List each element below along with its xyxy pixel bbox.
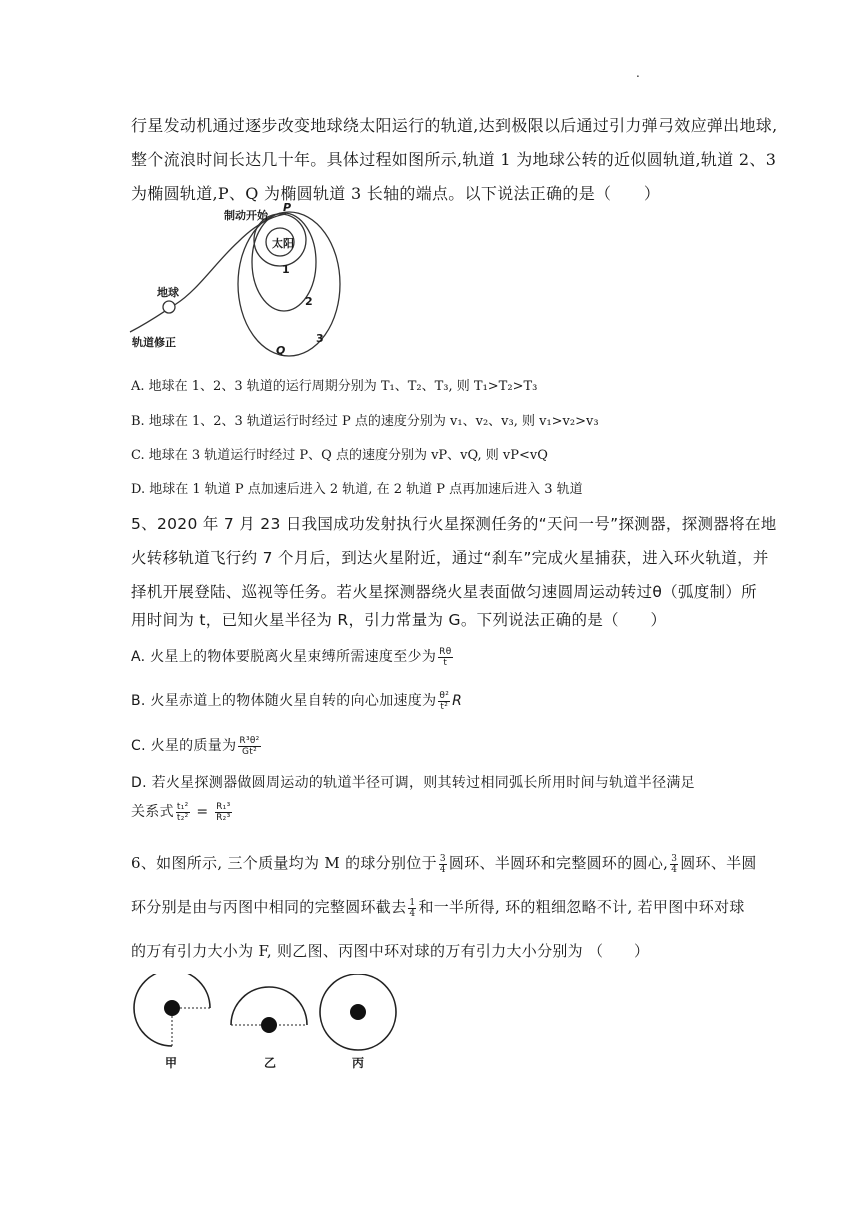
q5-option-d-line-1: D. 若火星探测器做圆周运动的轨道半径可调，则其转过相同弧长所用时间与轨道半径满足 (131, 775, 695, 791)
header-dot: . (636, 66, 640, 80)
earth (163, 301, 175, 313)
q5-line-3: 择机开展登陆、巡视等任务。若火星探测器绕火星表面做匀速圆周运动转过θ（弧度制）所 (131, 583, 757, 601)
q5-option-b-tail: R (452, 693, 463, 709)
q5-option-d-fraction-2 (215, 802, 231, 823)
q5-option-c (131, 735, 263, 757)
ring-figures (128, 974, 408, 1064)
label-orbit-fix: 轨道修正 (132, 336, 176, 349)
q5-option-b-text: B. 火星赤道上的物体随火星自转的向心加速度为 (131, 693, 437, 709)
q6-frac-14-num: 1 (409, 897, 416, 908)
q6-line-2b: 和一半所得, 环的粗细忽略不计, 若甲图中环对球 (418, 898, 745, 916)
q6-line-1 (131, 852, 757, 875)
label-yi: 乙 (264, 1056, 277, 1070)
q4-line-3: 为椭圆轨道,P、Q 为椭圆轨道 3 长轴的端点。以下说法正确的是（ ） (131, 184, 661, 203)
q6-line-2a: 环分别是由与丙图中相同的完整圆环截去 (131, 898, 407, 916)
q5-option-d-line-2 (131, 801, 234, 823)
label-orbit-3: 3 (316, 332, 324, 345)
q4-option-a: A. 地球在 1、2、3 轨道的运行周期分别为 T₁、T₂、T₃, 则 T₁>T₂>T₃ (131, 379, 538, 394)
q5-option-b-fraction (438, 691, 450, 712)
q5-option-d-text: 关系式 (131, 804, 174, 820)
q5-option-a (131, 646, 455, 668)
label-orbit-1: 1 (282, 263, 290, 276)
label-sun: 太阳 (272, 237, 294, 250)
ball-bing (350, 1004, 366, 1020)
q6-line-3: 的万有引力大小为 F, 则乙图、丙图中环对球的万有引力大小分别为 （ ） (131, 942, 650, 960)
q6-frac-one-quarter (408, 898, 416, 919)
q6-line-1c: 圆环、半圆 (680, 854, 757, 872)
label-earth: 地球 (157, 286, 179, 299)
q5-option-d-fraction-1 (176, 802, 190, 823)
q5-option-d-f1-num: t₁² (176, 801, 189, 812)
q6-frac-34-num-2: 3 (671, 853, 678, 864)
q6-line-1b: 圆环、半圆环和完整圆环的圆心, (448, 854, 669, 872)
q6-line-2 (131, 896, 745, 919)
label-brake-start: 制动开始 (224, 209, 268, 222)
q5-option-b-den: t² (440, 701, 449, 712)
q6-frac-three-quarters (439, 854, 447, 875)
q4-line-2: 整个流浪时间长达几十年。具体过程如图所示,轨道 1 为地球公转的近似圆轨道,轨道 2、3 (131, 150, 777, 169)
q5-option-a-text: A. 火星上的物体要脱离火星束缚所需速度至少为 (131, 649, 437, 665)
q5-option-d-eq: = (196, 804, 209, 820)
q5-option-a-den: t (443, 657, 448, 668)
q6-frac-34-den: 4 (439, 864, 446, 875)
q5-option-d-f2-den: R₂³ (216, 812, 231, 823)
ball-jia (164, 1000, 180, 1016)
label-jia: 甲 (165, 1056, 178, 1070)
q5-option-d-f2-num: R₁³ (216, 801, 231, 812)
q5-option-d-f1-den: t₂² (176, 812, 189, 823)
label-p: P (283, 201, 292, 214)
q5-option-b (131, 690, 462, 712)
q6-frac-three-quarters-2 (670, 854, 678, 875)
q6-frac-34-den-2: 4 (671, 864, 678, 875)
q5-option-c-num: R³θ² (239, 735, 260, 746)
q4-option-b: B. 地球在 1、2、3 轨道运行时经过 P 点的速度分别为 v₁、v₂、v₃, 则 v₁>v₂>v₃ (131, 414, 599, 429)
q6-frac-14-den: 4 (409, 908, 416, 919)
ball-yi (261, 1017, 277, 1033)
q6-line-1a: 6、如图所示, 三个质量均为 M 的球分别位于 (131, 854, 437, 872)
transfer-path (130, 214, 286, 332)
q5-line-4: 用时间为 t，已知火星半径为 R，引力常量为 G。下列说法正确的是（ ） (131, 611, 667, 629)
q4-line-1: 行星发动机通过逐步改变地球绕太阳运行的轨道,达到极限以后通过引力弹弓效应弹出地球, (131, 116, 778, 135)
q5-option-c-text: C. 火星的质量为 (131, 738, 237, 754)
label-bing: 丙 (352, 1056, 365, 1070)
q5-option-a-num: Rθ (439, 646, 452, 657)
q4-option-c: C. 地球在 3 轨道运行时经过 P、Q 点的速度分别为 vP、vQ, 则 vP<vQ (131, 448, 548, 463)
label-orbit-2: 2 (305, 295, 313, 308)
q5-option-b-num: θ² (439, 690, 450, 701)
q5-option-c-den: Gt² (241, 746, 257, 757)
label-q: Q (276, 344, 286, 357)
q5-line-1: 5、2020 年 7 月 23 日我国成功发射执行火星探测任务的“天问一号”探测器，探测器将在地 (131, 515, 777, 533)
q5-line-2: 火转移轨道飞行约 7 个月后，到达火星附近，通过“刹车”完成火星捕获，进入环火轨道，并 (131, 549, 769, 567)
q4-option-d: D. 地球在 1 轨道 P 点加速后进入 2 轨道, 在 2 轨道 P 点再加速后进入 3 轨道 (131, 482, 583, 497)
q5-option-a-fraction (438, 647, 452, 668)
q5-option-c-fraction (238, 736, 260, 757)
q6-frac-34-num: 3 (439, 853, 446, 864)
